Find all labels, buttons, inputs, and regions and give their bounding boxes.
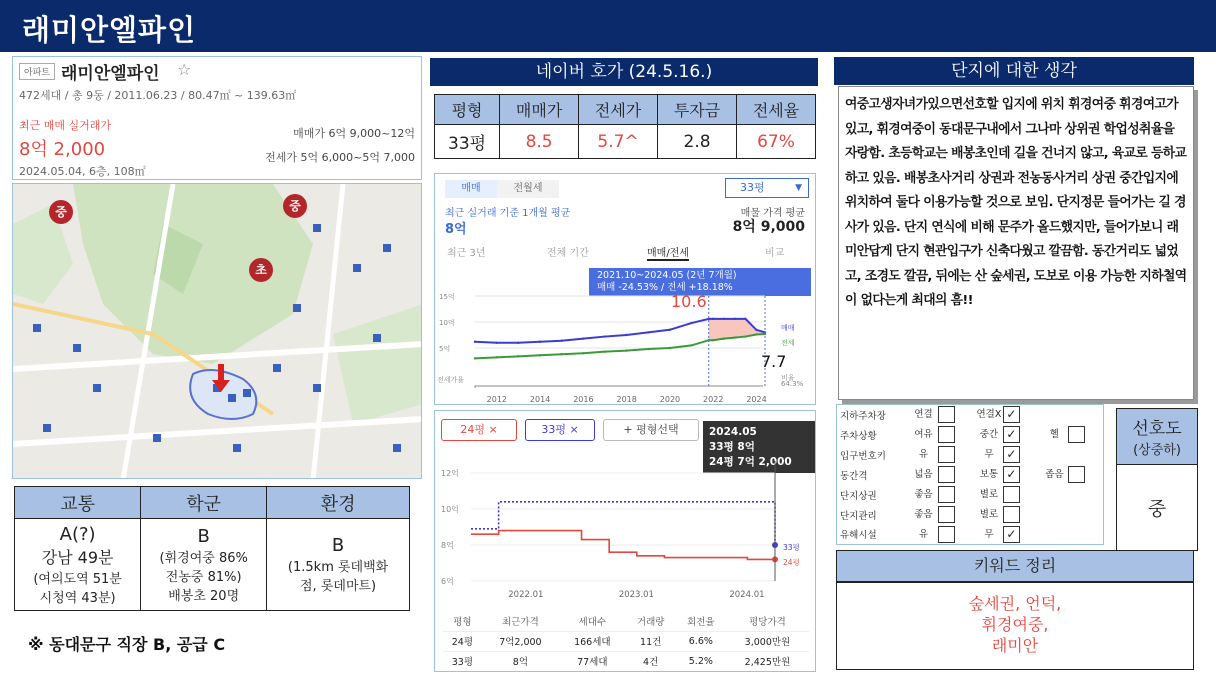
price-cell-size: 33평: [435, 125, 500, 159]
x-tick-label: 2022: [703, 395, 724, 404]
x-tick-label: 2024: [746, 395, 767, 404]
checkbox[interactable]: ✓: [1003, 466, 1020, 483]
data-point: [734, 318, 736, 320]
option-label: 좋음: [914, 489, 933, 500]
naver-price-title: 네이버 호가 (24.5.16.): [430, 58, 818, 86]
checklist-option: [1037, 465, 1103, 485]
y-tick-label: 6억: [441, 577, 454, 586]
summary-header: 회전율: [687, 616, 715, 628]
x-tick-label: 2018: [616, 395, 637, 404]
checkbox[interactable]: [938, 466, 955, 483]
data-point: [712, 318, 714, 320]
y-tick-label: 10억: [439, 319, 455, 327]
checkbox[interactable]: [938, 486, 955, 503]
checklist-row: [837, 465, 1104, 485]
recent-deal-label: 최근 매매 실거래가: [19, 119, 112, 132]
data-point: [690, 322, 692, 324]
legend-33: 33평: [783, 543, 800, 552]
legend-rate-label: 비율: [781, 374, 795, 382]
naver-price-table: [434, 94, 816, 159]
y-tick-label: 12억: [441, 469, 459, 478]
page-header: [0, 0, 1216, 52]
location-map[interactable]: [12, 183, 422, 479]
grade-env: B (1.5km 롯데백화 점, 롯데마트): [267, 519, 410, 611]
jeonse-range-value: 5억 6,000~5억 7,000: [300, 151, 415, 164]
sale-range-label: 매매가: [293, 127, 326, 140]
checklist-option: [972, 465, 1037, 485]
chart1-plot: [435, 290, 817, 406]
middle-school-marker[interactable]: 중: [283, 194, 307, 218]
price-header: 투자금: [658, 95, 737, 125]
checklist-option: [1037, 425, 1103, 445]
type-badge: 아파트: [19, 63, 55, 80]
checklist-option: [907, 405, 972, 425]
checkbox[interactable]: ✓: [1003, 446, 1020, 463]
data-point: [734, 336, 736, 338]
option-label: 무: [984, 528, 994, 540]
avg-value: 8억: [445, 222, 467, 237]
option-label: 연결: [914, 409, 933, 421]
option-label: 유: [918, 449, 929, 460]
x-tick-label: 2020: [659, 395, 681, 404]
checklist-option: [907, 525, 972, 545]
summary-header: 최근가격: [502, 616, 539, 628]
option-label: 좁음: [1045, 469, 1064, 480]
option-label: 유: [918, 528, 929, 540]
thoughts-title: 단지에 대한 생각: [834, 57, 1194, 85]
data-point: [723, 337, 725, 339]
option-label: 좋음: [914, 509, 933, 520]
summary-cell: 166세대: [559, 631, 626, 651]
x-tick-label: 2024.01: [729, 590, 765, 600]
range-tooltip: 2021.10~2024.05 (2년 7개월) 매매 -24.53% / 전세 +18.18%: [589, 268, 811, 296]
recent-deal-date: 2024.05.04, 6층, 108㎡: [19, 165, 146, 178]
jeonse-range: [265, 149, 415, 165]
checklist-row: [837, 485, 1104, 505]
checklist-option: [972, 405, 1037, 425]
option-label: 보통: [979, 469, 999, 480]
y-tick-label: 10억: [441, 505, 459, 514]
ask-label: 매물 가격 평균: [740, 208, 805, 219]
data-point: [560, 340, 562, 342]
checkbox[interactable]: [1003, 506, 1020, 523]
x-tick-label: 2022.01: [508, 590, 544, 600]
summary-header: 평당가격: [749, 616, 786, 628]
checkbox[interactable]: [1003, 486, 1020, 503]
checklist-option: [907, 465, 972, 485]
checklist-table: [836, 404, 1104, 545]
grade-transport: A(?) 강남 49분 (여의도역 51분 시청역 43분): [15, 519, 141, 611]
price-header: 매매가: [500, 95, 579, 125]
summary-cell: 11건: [626, 631, 676, 651]
summary-header: 평형: [453, 616, 472, 628]
checkbox[interactable]: [938, 506, 955, 523]
checklist-label: 주차상황: [840, 430, 877, 442]
thoughts-text: 여중고생자녀가있으면선호할 입지에 위치 휘경여중 휘경여고가 있고, 휘경여중이 동대문구내에서 그나마 상위권 학업성취율을 자랑함. 초등학교는 배봉초인데 길을 건너지 않고, 육교로 등하교하고 있음. 배봉초사거리 상권과 전농동사거리 상권 중간입지에 위치하여 둘다 이용가능할 것으로 보임. 단지정문 들어가는 길 경사가 있음. 단지 연식에 비해 문주가 올드했지만, 들어가보니 래미안답게 단지 현관입구가 신축다웠고 깔끔함. 동간거리도 넓었고, 조경도 깔끔, 뒤에는 산 숲세권, 도보로 이용 가능한 지하철역이 없다는게 최대의 흠!!: [838, 86, 1194, 400]
summary-cell: 8억: [482, 651, 559, 671]
avg-label: 최근 실거래 기준 1개월 평균: [445, 208, 571, 219]
x-tick-label: 2023.01: [618, 590, 654, 600]
preference-header: 선호도 (상중하): [1117, 409, 1198, 465]
legend-24: 24평: [783, 558, 800, 567]
data-point: [744, 318, 746, 320]
summary-cell: 4건: [626, 651, 676, 671]
price-trend-chart: [434, 173, 816, 405]
subtab-all[interactable]: 전체 기간: [547, 248, 589, 259]
y-tick-label: 8억: [441, 541, 454, 550]
price-cell-ratio: 67%: [737, 125, 816, 159]
tab-jeonse[interactable]: 전월세: [497, 180, 559, 198]
summary-cell: 6.6%: [676, 631, 726, 651]
data-point: [647, 348, 649, 350]
map-canvas: [13, 184, 422, 479]
x-tick-label: 2014: [529, 395, 551, 404]
data-point: [625, 349, 627, 351]
checklist-label: 단지상권: [840, 490, 877, 502]
grade-header-transport: 교통: [15, 487, 141, 519]
option-label: 별로: [979, 489, 999, 500]
chart2-plot: [435, 461, 817, 601]
series-line-33평: [471, 502, 775, 545]
summary-cell: 24평: [443, 631, 482, 651]
recent-deal-price: 8억 2,000: [19, 139, 106, 160]
price-header: 평형: [435, 95, 500, 125]
grade-header-env: 환경: [267, 487, 410, 519]
price-cell-sale: 8.5: [500, 125, 579, 159]
data-point: [690, 344, 692, 346]
checkbox[interactable]: [938, 426, 955, 443]
data-point: [755, 329, 757, 331]
jeonse-range-label: 전세가: [265, 151, 298, 164]
favorite-star-icon[interactable]: ☆: [177, 60, 192, 79]
data-point: [669, 329, 671, 331]
sale-range: [293, 125, 415, 141]
legend-jeonse: 전세: [781, 339, 795, 347]
x-tick-label: 2012: [486, 395, 508, 404]
ratio-axis-label: 전세가율: [437, 376, 465, 384]
checklist-option: [972, 525, 1037, 545]
checklist-option: [907, 445, 972, 465]
summary-cell: 5.2%: [676, 651, 726, 671]
checkbox[interactable]: ✓: [1003, 526, 1020, 543]
compare-tooltip: 2024.05 33평 8억 24평 7억 2,000: [703, 421, 815, 473]
grade-header-school: 학군: [141, 487, 267, 519]
subtab-compare[interactable]: 비교: [765, 248, 785, 259]
data-point: [560, 353, 562, 355]
checkbox[interactable]: ✓: [1003, 406, 1020, 423]
data-point: [669, 347, 671, 349]
checkbox[interactable]: [938, 406, 955, 423]
grade-table: [14, 486, 410, 611]
add-size-button[interactable]: + 평형선택: [603, 419, 699, 441]
checklist-label: 지하주차장: [840, 410, 886, 422]
checkbox[interactable]: [938, 526, 955, 543]
checkbox[interactable]: [938, 446, 955, 463]
data-point: [755, 333, 757, 335]
summary-cell: 7억2,000: [482, 631, 559, 651]
chevron-down-icon: ▼: [795, 183, 802, 193]
checklist-row: [837, 505, 1104, 525]
checklist-option: [907, 425, 972, 445]
legend-sale: 매매: [781, 324, 795, 332]
checklist-row: [837, 525, 1104, 545]
option-label: 헬: [1049, 429, 1059, 440]
data-point: [723, 318, 725, 320]
price-cell-jeonse: 5.7^: [579, 125, 658, 159]
chip-33[interactable]: 33평 ×: [525, 419, 595, 441]
checkbox[interactable]: ✓: [1003, 426, 1020, 443]
option-label: 연결X: [976, 409, 1002, 421]
peak-label: 10.6: [671, 292, 707, 311]
summary-cell: 33평: [443, 651, 482, 671]
option-label: 별로: [979, 509, 999, 520]
checklist-option: [907, 485, 972, 505]
size-compare-chart: [434, 410, 816, 672]
data-point: [474, 341, 476, 343]
summary-header: 거래량: [636, 616, 665, 628]
summary-cell: 3,000만원: [726, 631, 809, 651]
checklist-option: [972, 485, 1037, 505]
checklist-label: 입구번호키: [840, 450, 886, 462]
x-tick-label: 2016: [573, 395, 594, 404]
checklist-row: [837, 405, 1104, 425]
checklist-label: 동간격: [840, 470, 868, 482]
chip-24[interactable]: 24평 ×: [441, 419, 517, 441]
keywords-title: 키워드 정리: [836, 550, 1194, 582]
middle-school-marker[interactable]: 중: [49, 200, 73, 224]
option-label: 중간: [979, 429, 999, 440]
data-point: [539, 354, 541, 356]
option-label: 무: [984, 449, 994, 460]
summary-cell: 77세대: [559, 651, 626, 671]
data-point: [495, 342, 497, 344]
data-point: [712, 339, 714, 341]
data-point: [517, 342, 519, 344]
checklist-option: [972, 505, 1037, 525]
data-point: [495, 356, 497, 358]
complex-info-card: [12, 56, 422, 180]
option-label: 여유: [914, 429, 933, 440]
price-cell-investment: 2.8: [658, 125, 737, 159]
size-summary-table: [443, 611, 809, 671]
checklist-label: 유해시설: [840, 530, 877, 542]
price-header: 전세가: [579, 95, 658, 125]
summary-header: 세대수: [578, 616, 607, 628]
legend-rate: 64.3%: [781, 380, 804, 388]
data-point: [625, 334, 627, 336]
data-point: [744, 335, 746, 337]
option-label: 넓음: [914, 469, 933, 480]
preference-table: [1116, 408, 1198, 551]
data-point: [582, 352, 584, 354]
checkbox[interactable]: [1068, 426, 1085, 443]
data-point: [517, 355, 519, 357]
complex-name: 래미안엘파인: [61, 64, 160, 84]
keywords-box: 숲세권, 언덕, 휘경여중, 래미안: [836, 582, 1194, 670]
data-point: [708, 318, 710, 320]
elementary-school-marker[interactable]: 초: [249, 258, 273, 282]
complex-summary: 472세대 / 총 9동 / 2011.06.23 / 80.47㎡ ~ 139.63㎡: [19, 89, 297, 102]
y-tick-label: 15억: [439, 293, 455, 301]
note-text: ※ 동대문구 직장 B, 공급 C: [28, 635, 226, 654]
size-select[interactable]: 33평 ▼: [725, 178, 809, 198]
checklist-row: [837, 425, 1104, 445]
data-point: [474, 357, 476, 359]
price-header: 전세율: [737, 95, 816, 125]
tab-sale[interactable]: 매매: [445, 180, 497, 198]
data-point: [604, 350, 606, 352]
summary-cell: 2,425만원: [726, 651, 809, 671]
checklist-label: 단지관리: [840, 510, 877, 522]
sale-range-value: 6억 9,000~12억: [328, 127, 415, 140]
checklist-option: [972, 445, 1037, 465]
subtab-sale-jeonse[interactable]: 매매/전세: [647, 244, 689, 261]
page-title: 래미안엘파인: [22, 13, 197, 47]
low-label: 7.7: [761, 352, 787, 371]
checklist-option: [972, 425, 1037, 445]
checkbox[interactable]: [1068, 466, 1085, 483]
subtab-3y[interactable]: 최근 3년: [447, 248, 486, 259]
data-point: [539, 341, 541, 343]
grade-school: B (휘경여중 86% 전농중 81%) 배봉초 20명: [141, 519, 267, 611]
y-tick-label: 5억: [439, 345, 451, 353]
checklist-row: [837, 445, 1104, 465]
data-point: [582, 337, 584, 339]
data-point: [604, 335, 606, 337]
preference-value: 중: [1117, 465, 1198, 551]
ask-value: 8억 9,000: [732, 219, 805, 235]
ratio-line: [475, 386, 763, 388]
checklist-option: [907, 505, 972, 525]
data-point: [647, 331, 649, 333]
